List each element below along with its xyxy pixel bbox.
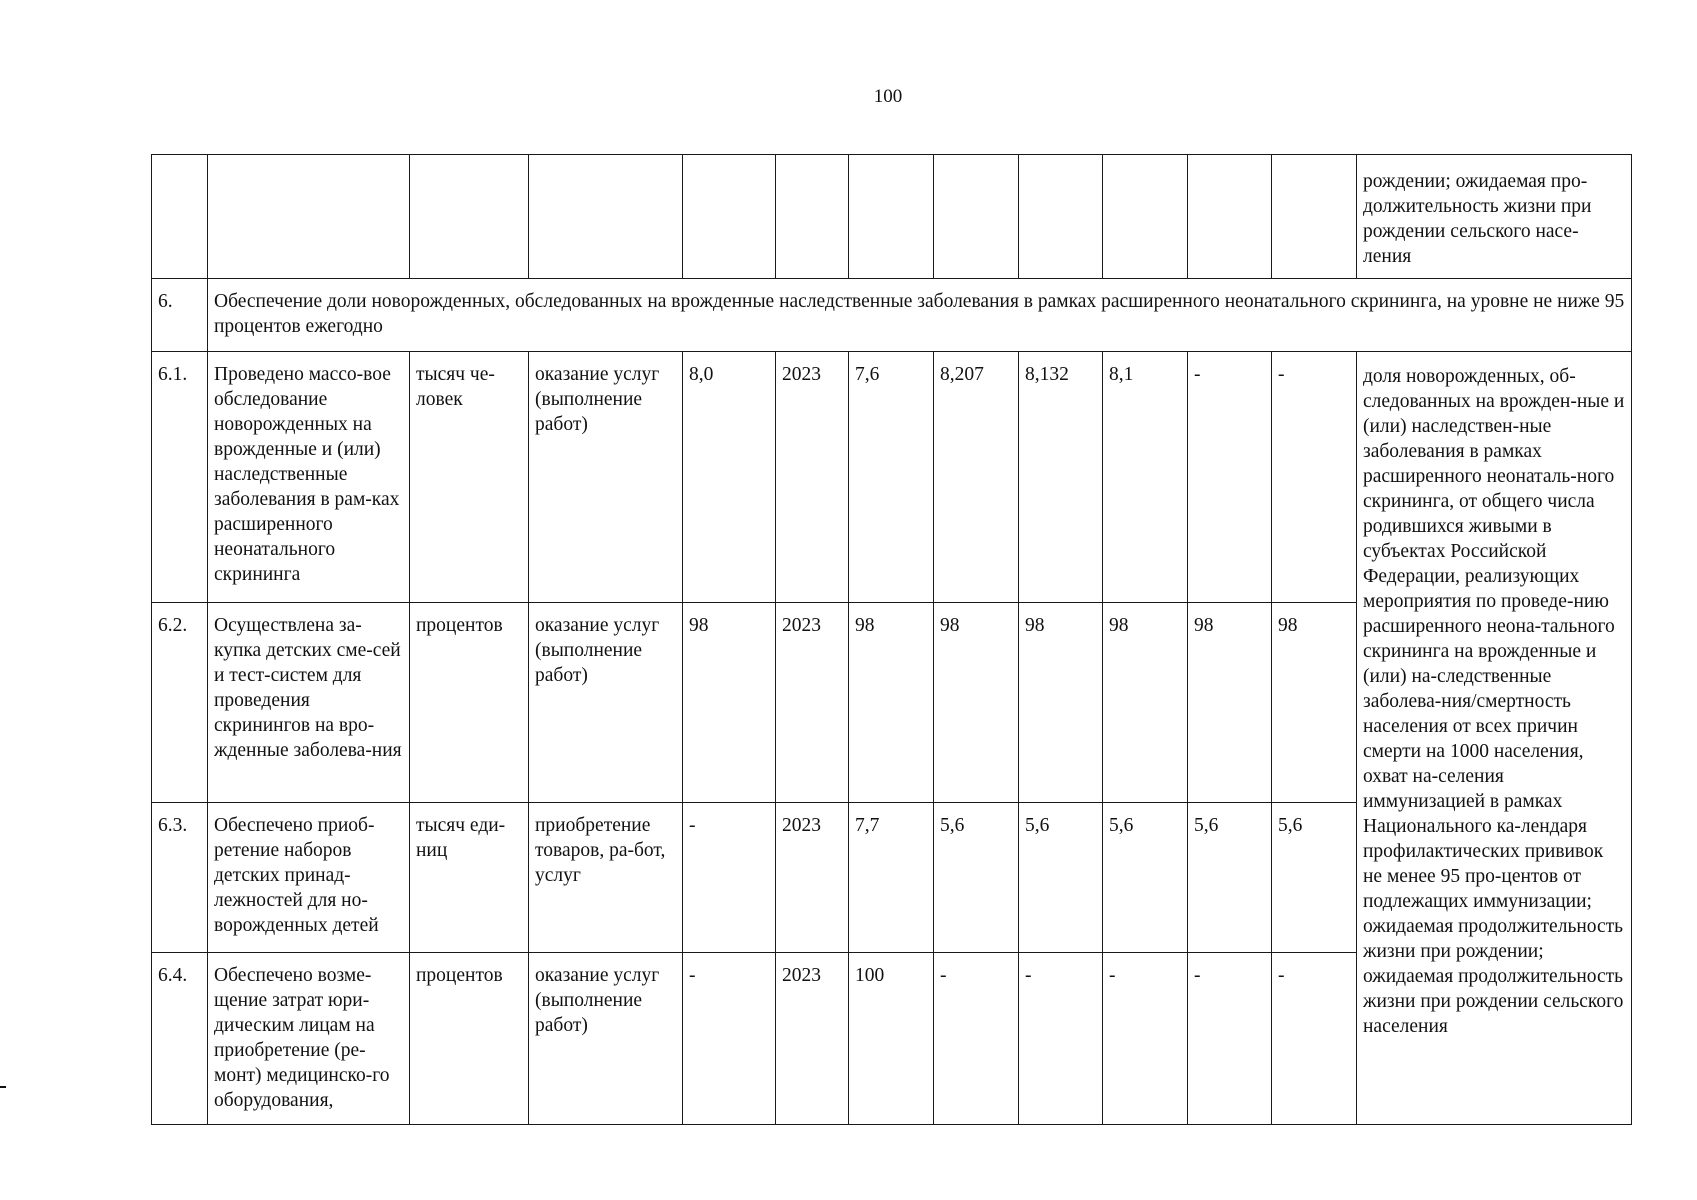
empty-cell (410, 155, 529, 279)
value-cell: 98 (934, 603, 1019, 803)
base-value-cell: - (683, 803, 776, 953)
value-cell: - (1188, 953, 1272, 1125)
base-value-cell: 98 (683, 603, 776, 803)
value-cell: 5,6 (1019, 803, 1103, 953)
measure-name: Обеспечено приоб-ретение наборов детских принад-лежностей для но-ворожденных детей (208, 803, 410, 953)
base-year-cell: 2023 (776, 352, 849, 603)
value-cell: 100 (849, 953, 934, 1125)
value-cell: 7,6 (849, 352, 934, 603)
value-cell: 5,6 (934, 803, 1019, 953)
base-year-cell: 2023 (776, 603, 849, 803)
base-year-cell: 2023 (776, 803, 849, 953)
value-cell: - (1103, 953, 1188, 1125)
value-cell: - (934, 953, 1019, 1125)
type-cell: оказание услуг (выполнение работ) (529, 603, 683, 803)
value-cell: 98 (1188, 603, 1272, 803)
type-cell: оказание услуг (выполнение работ) (529, 953, 683, 1125)
value-cell: 8,207 (934, 352, 1019, 603)
unit-cell: процентов (410, 603, 529, 803)
value-cell: - (1272, 352, 1357, 603)
unit-cell: тысяч че-ловек (410, 352, 529, 603)
type-cell: оказание услуг (выполнение работ) (529, 352, 683, 603)
continuation-note: рождении; ожидаемая про-должительность жизни при рождении сельского насе-ления (1357, 155, 1632, 279)
measures-table (151, 154, 1632, 1125)
value-cell: 98 (1019, 603, 1103, 803)
unit-cell: процентов (410, 953, 529, 1125)
value-cell: 5,6 (1188, 803, 1272, 953)
table-row (152, 352, 1632, 603)
margin-mark (0, 1086, 6, 1088)
linked-indicators: доля новорожденных, об-следованных на врожден-ные и (или) наследствен-ные заболевания в рамках расширенного неонаталь-ного скрининга, от общего числа родившихся живыми в субъектах Российской Федерации, реализующих мероприятия по проведе-нию расширенного неона-тального скрининга на врожденные и (или) на-следственные заболева-ния/смертность населения от всех причин смерти на 1000 населения, охват на-селения иммунизацией в рамках Национального ка-лендаря профилактических прививок не менее 95 про-центов от подлежащих иммунизации; ожидаемая продолжительность жизни при рождении; ожидаемая продолжительность жизни при рождении сельского населения (1357, 352, 1632, 1125)
row-number: 6.3. (152, 803, 208, 953)
empty-cell (152, 155, 208, 279)
row-number: 6.4. (152, 953, 208, 1125)
value-cell: 5,6 (1272, 803, 1357, 953)
value-cell: - (1272, 953, 1357, 1125)
type-cell: приобретение товаров, ра-бот, услуг (529, 803, 683, 953)
empty-cell (1019, 155, 1103, 279)
unit-cell: тысяч еди-ниц (410, 803, 529, 953)
section-number: 6. (152, 279, 208, 352)
row-number: 6.1. (152, 352, 208, 603)
empty-cell (849, 155, 934, 279)
row-number: 6.2. (152, 603, 208, 803)
base-value-cell: - (683, 953, 776, 1125)
value-cell: 8,1 (1103, 352, 1188, 603)
value-cell: - (1019, 953, 1103, 1125)
empty-cell (529, 155, 683, 279)
section-row (152, 279, 1632, 352)
empty-cell (1103, 155, 1188, 279)
value-cell: 8,132 (1019, 352, 1103, 603)
measure-name: Осуществлена за-купка детских сме-сей и тест-систем для проведения скринингов на вро-жденные заболева-ния (208, 603, 410, 803)
value-cell: 98 (1103, 603, 1188, 803)
empty-cell (1188, 155, 1272, 279)
base-year-cell: 2023 (776, 953, 849, 1125)
empty-cell (208, 155, 410, 279)
value-cell: 98 (1272, 603, 1357, 803)
value-cell: 98 (849, 603, 934, 803)
section-title: Обеспечение доли новорожденных, обследованных на врожденные наследственные заболевания в рамках расширенного неонатального скрининга, на уровне не ниже 95 процентов ежегодно (208, 279, 1632, 352)
value-cell: 5,6 (1103, 803, 1188, 953)
empty-cell (1272, 155, 1357, 279)
empty-cell (683, 155, 776, 279)
continuation-row (152, 155, 1632, 279)
measure-name: Проведено массо-вое обследование новорожденных на врожденные и (или) наследственные заболевания в рам-ках расширенного неонатального скрининга (208, 352, 410, 603)
empty-cell (934, 155, 1019, 279)
measure-name: Обеспечено возме-щение затрат юри-дическим лицам на приобретение (ре-монт) медицинско-го оборудования, (208, 953, 410, 1125)
page-number: 100 (873, 86, 903, 107)
base-value-cell: 8,0 (683, 352, 776, 603)
value-cell: - (1188, 352, 1272, 603)
empty-cell (776, 155, 849, 279)
value-cell: 7,7 (849, 803, 934, 953)
